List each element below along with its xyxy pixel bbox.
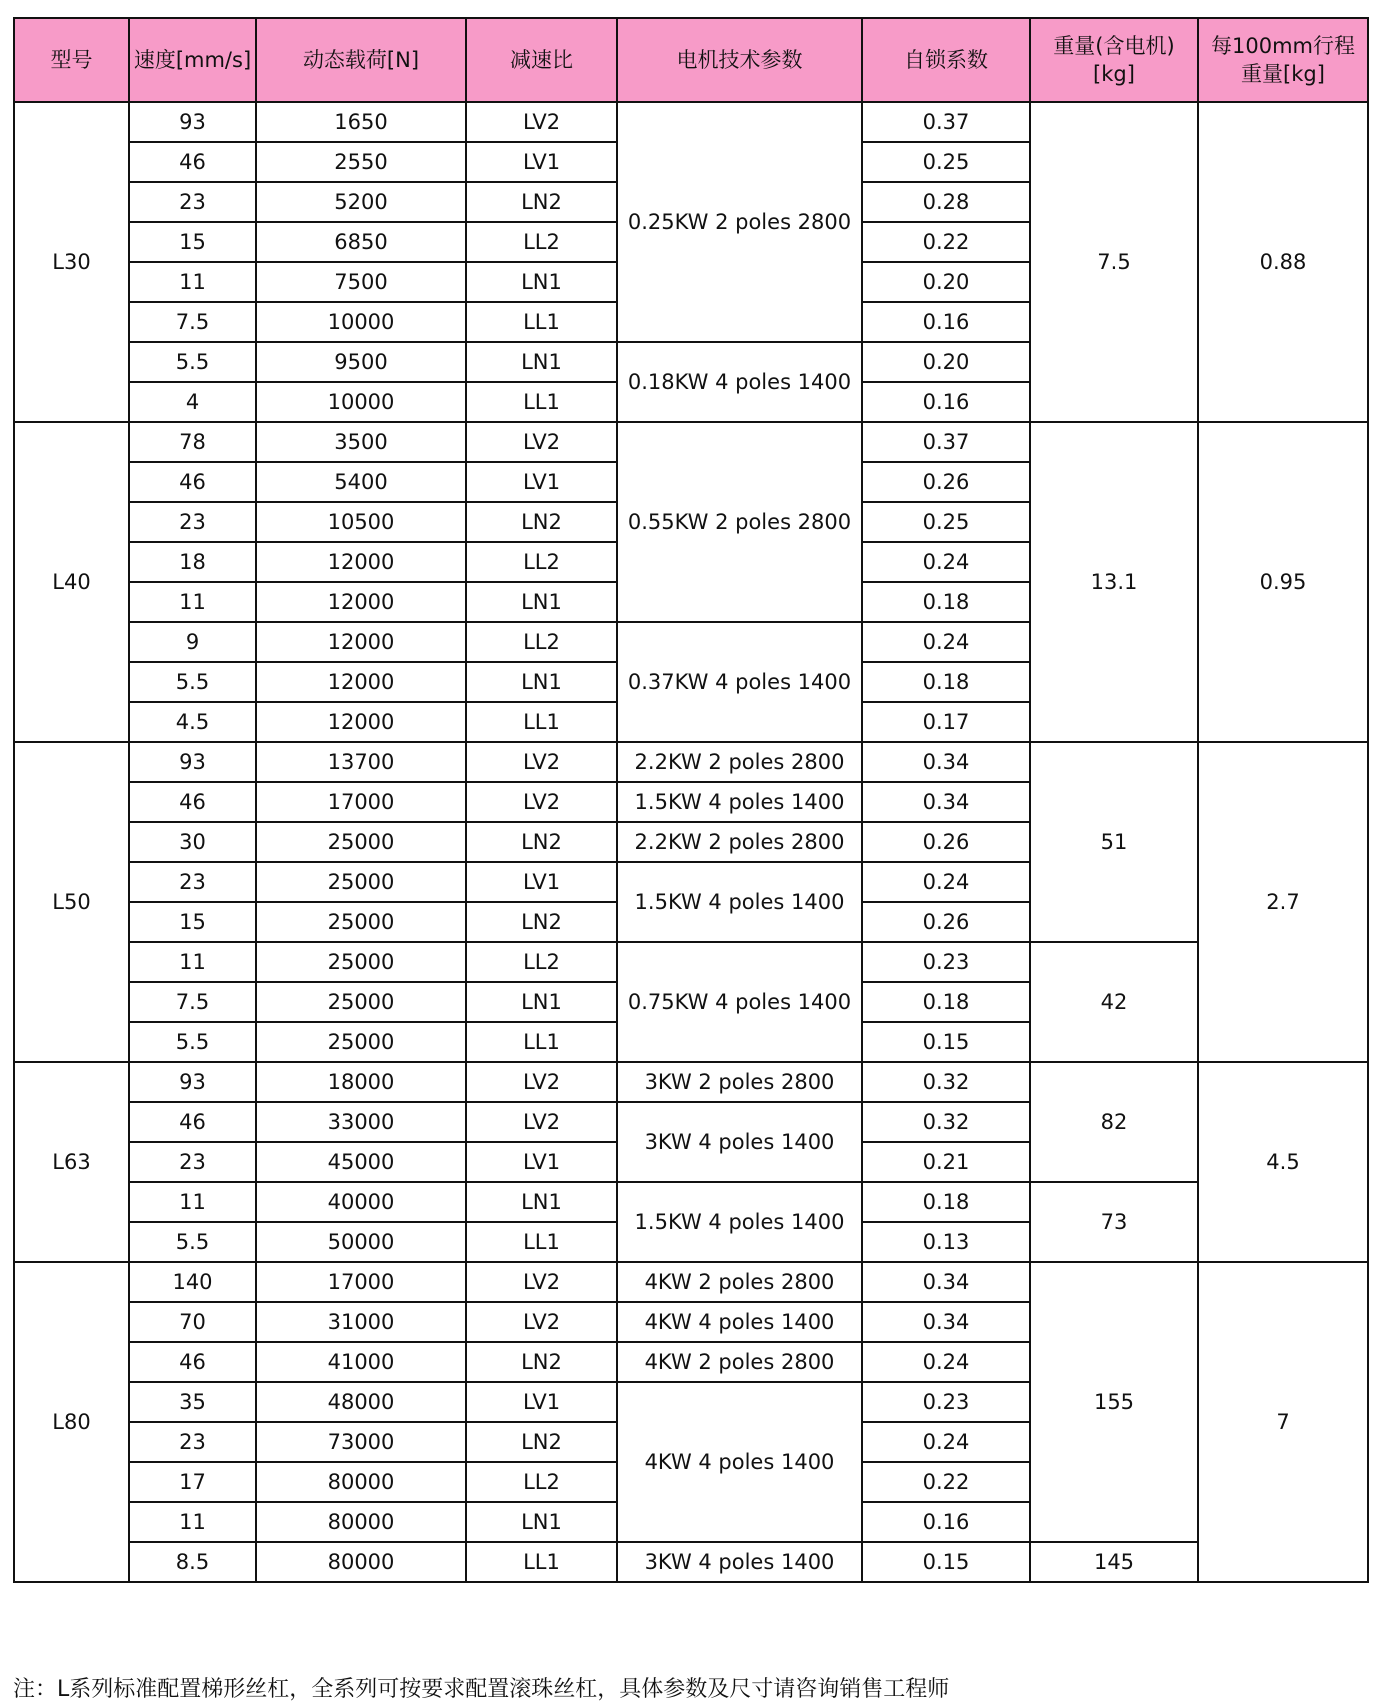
- speed-cell: 15: [129, 222, 256, 262]
- self-lock-cell: 0.18: [862, 582, 1030, 622]
- self-lock-cell: 0.16: [862, 382, 1030, 422]
- speed-cell: 11: [129, 582, 256, 622]
- load-cell: 12000: [256, 662, 466, 702]
- load-cell: 2550: [256, 142, 466, 182]
- weight-cell: 42: [1030, 942, 1198, 1062]
- load-cell: 13700: [256, 742, 466, 782]
- self-lock-cell: 0.34: [862, 1262, 1030, 1302]
- load-cell: 25000: [256, 942, 466, 982]
- ratio-cell: LL1: [466, 302, 617, 342]
- load-cell: 73000: [256, 1422, 466, 1462]
- speed-cell: 23: [129, 502, 256, 542]
- load-cell: 45000: [256, 1142, 466, 1182]
- load-cell: 17000: [256, 782, 466, 822]
- speed-cell: 140: [129, 1262, 256, 1302]
- weight-cell: 51: [1030, 742, 1198, 942]
- ratio-cell: LN2: [466, 902, 617, 942]
- load-cell: 80000: [256, 1502, 466, 1542]
- load-cell: 9500: [256, 342, 466, 382]
- speed-cell: 23: [129, 1422, 256, 1462]
- ratio-cell: LN1: [466, 262, 617, 302]
- header-weight-per-100mm: 每100mm行程 重量[kg]: [1198, 18, 1368, 102]
- motor-cell: 4KW 4 poles 1400: [617, 1382, 862, 1542]
- header-ratio: 减速比: [466, 18, 617, 102]
- ratio-cell: LV1: [466, 1142, 617, 1182]
- self-lock-cell: 0.20: [862, 262, 1030, 302]
- model-cell: L30: [14, 102, 129, 422]
- load-cell: 33000: [256, 1102, 466, 1142]
- ratio-cell: LV2: [466, 742, 617, 782]
- speed-cell: 23: [129, 862, 256, 902]
- speed-cell: 93: [129, 742, 256, 782]
- ratio-cell: LN1: [466, 342, 617, 382]
- load-cell: 25000: [256, 862, 466, 902]
- weight-per-100mm-cell: 0.95: [1198, 422, 1368, 742]
- table-row: [14, 1542, 1368, 1582]
- ratio-cell: LN1: [466, 582, 617, 622]
- weight-cell: 145: [1030, 1542, 1198, 1582]
- ratio-cell: LV1: [466, 462, 617, 502]
- ratio-cell: LN1: [466, 1502, 617, 1542]
- load-cell: 6850: [256, 222, 466, 262]
- speed-cell: 15: [129, 902, 256, 942]
- load-cell: 41000: [256, 1342, 466, 1382]
- table-row: [14, 742, 1368, 782]
- weight-per-100mm-cell: 7: [1198, 1262, 1368, 1582]
- ratio-cell: LL1: [466, 1222, 617, 1262]
- self-lock-cell: 0.15: [862, 1542, 1030, 1582]
- load-cell: 10000: [256, 382, 466, 422]
- motor-cell: 2.2KW 2 poles 2800: [617, 822, 862, 862]
- header-weight: 重量(含电机) [kg]: [1030, 18, 1198, 102]
- speed-cell: 4: [129, 382, 256, 422]
- model-cell: L80: [14, 1262, 129, 1582]
- load-cell: 5200: [256, 182, 466, 222]
- self-lock-cell: 0.25: [862, 502, 1030, 542]
- speed-cell: 93: [129, 102, 256, 142]
- self-lock-cell: 0.22: [862, 222, 1030, 262]
- speed-cell: 46: [129, 462, 256, 502]
- speed-cell: 35: [129, 1382, 256, 1422]
- speed-cell: 7.5: [129, 982, 256, 1022]
- speed-cell: 93: [129, 1062, 256, 1102]
- ratio-cell: LV2: [466, 102, 617, 142]
- speed-cell: 46: [129, 1342, 256, 1382]
- speed-cell: 11: [129, 262, 256, 302]
- self-lock-cell: 0.23: [862, 942, 1030, 982]
- speed-cell: 23: [129, 182, 256, 222]
- speed-cell: 7.5: [129, 302, 256, 342]
- model-cell: L50: [14, 742, 129, 1062]
- motor-cell: 3KW 4 poles 1400: [617, 1542, 862, 1582]
- speed-cell: 17: [129, 1462, 256, 1502]
- speed-cell: 11: [129, 1502, 256, 1542]
- model-cell: L63: [14, 1062, 129, 1262]
- self-lock-cell: 0.18: [862, 982, 1030, 1022]
- motor-cell: 3KW 4 poles 1400: [617, 1102, 862, 1182]
- load-cell: 25000: [256, 822, 466, 862]
- load-cell: 12000: [256, 702, 466, 742]
- ratio-cell: LV1: [466, 1382, 617, 1422]
- speed-cell: 8.5: [129, 1542, 256, 1582]
- ratio-cell: LN1: [466, 1182, 617, 1222]
- speed-cell: 4.5: [129, 702, 256, 742]
- model-cell: L40: [14, 422, 129, 742]
- load-cell: 40000: [256, 1182, 466, 1222]
- self-lock-cell: 0.15: [862, 1022, 1030, 1062]
- self-lock-cell: 0.34: [862, 782, 1030, 822]
- motor-cell: 3KW 2 poles 2800: [617, 1062, 862, 1102]
- self-lock-cell: 0.32: [862, 1102, 1030, 1142]
- self-lock-cell: 0.32: [862, 1062, 1030, 1102]
- ratio-cell: LL2: [466, 942, 617, 982]
- table-row: [14, 1262, 1368, 1302]
- ratio-cell: LV1: [466, 862, 617, 902]
- ratio-cell: LV1: [466, 142, 617, 182]
- ratio-cell: LN2: [466, 1342, 617, 1382]
- load-cell: 18000: [256, 1062, 466, 1102]
- footnote: 注：L系列标准配置梯形丝杠，全系列可按要求配置滚珠丝杠，具体参数及尺寸请咨询销售工程师: [13, 1677, 950, 1702]
- load-cell: 80000: [256, 1462, 466, 1502]
- ratio-cell: LV2: [466, 782, 617, 822]
- weight-per-100mm-cell: 4.5: [1198, 1062, 1368, 1262]
- motor-cell: 2.2KW 2 poles 2800: [617, 742, 862, 782]
- ratio-cell: LL1: [466, 1022, 617, 1062]
- spec-table: [13, 17, 1369, 1583]
- load-cell: 10500: [256, 502, 466, 542]
- ratio-cell: LV2: [466, 1262, 617, 1302]
- ratio-cell: LL1: [466, 1542, 617, 1582]
- self-lock-cell: 0.23: [862, 1382, 1030, 1422]
- self-lock-cell: 0.24: [862, 622, 1030, 662]
- weight-cell: 82: [1030, 1062, 1198, 1182]
- motor-cell: 1.5KW 4 poles 1400: [617, 1182, 862, 1262]
- ratio-cell: LL1: [466, 382, 617, 422]
- speed-cell: 46: [129, 142, 256, 182]
- self-lock-cell: 0.34: [862, 1302, 1030, 1342]
- header-self-lock: 自锁系数: [862, 18, 1030, 102]
- motor-cell: 0.25KW 2 poles 2800: [617, 102, 862, 342]
- weight-cell: 7.5: [1030, 102, 1198, 422]
- header-model: 型号: [14, 18, 129, 102]
- weight-per-100mm-cell: 2.7: [1198, 742, 1368, 1062]
- motor-cell: 0.18KW 4 poles 1400: [617, 342, 862, 422]
- ratio-cell: LV2: [466, 1302, 617, 1342]
- table-row: [14, 1182, 1368, 1222]
- ratio-cell: LL2: [466, 1462, 617, 1502]
- header-speed: 速度[mm/s]: [129, 18, 256, 102]
- load-cell: 7500: [256, 262, 466, 302]
- weight-cell: 155: [1030, 1262, 1198, 1542]
- self-lock-cell: 0.26: [862, 822, 1030, 862]
- load-cell: 5400: [256, 462, 466, 502]
- ratio-cell: LN2: [466, 502, 617, 542]
- load-cell: 50000: [256, 1222, 466, 1262]
- motor-cell: 0.55KW 2 poles 2800: [617, 422, 862, 622]
- self-lock-cell: 0.18: [862, 662, 1030, 702]
- self-lock-cell: 0.17: [862, 702, 1030, 742]
- load-cell: 25000: [256, 1022, 466, 1062]
- ratio-cell: LN2: [466, 182, 617, 222]
- self-lock-cell: 0.34: [862, 742, 1030, 782]
- self-lock-cell: 0.26: [862, 462, 1030, 502]
- ratio-cell: LN2: [466, 1422, 617, 1462]
- self-lock-cell: 0.13: [862, 1222, 1030, 1262]
- ratio-cell: LN1: [466, 662, 617, 702]
- load-cell: 80000: [256, 1542, 466, 1582]
- speed-cell: 70: [129, 1302, 256, 1342]
- load-cell: 48000: [256, 1382, 466, 1422]
- self-lock-cell: 0.24: [862, 1342, 1030, 1382]
- weight-per-100mm-cell: 0.88: [1198, 102, 1368, 422]
- weight-cell: 73: [1030, 1182, 1198, 1262]
- speed-cell: 11: [129, 942, 256, 982]
- self-lock-cell: 0.20: [862, 342, 1030, 382]
- speed-cell: 5.5: [129, 1022, 256, 1062]
- speed-cell: 5.5: [129, 662, 256, 702]
- header-row: [14, 18, 1368, 102]
- header-motor: 电机技术参数: [617, 18, 862, 102]
- self-lock-cell: 0.25: [862, 142, 1030, 182]
- load-cell: 25000: [256, 902, 466, 942]
- load-cell: 12000: [256, 582, 466, 622]
- self-lock-cell: 0.24: [862, 542, 1030, 582]
- self-lock-cell: 0.16: [862, 1502, 1030, 1542]
- motor-cell: 4KW 2 poles 2800: [617, 1342, 862, 1382]
- speed-cell: 11: [129, 1182, 256, 1222]
- ratio-cell: LL2: [466, 222, 617, 262]
- ratio-cell: LN2: [466, 822, 617, 862]
- ratio-cell: LL2: [466, 622, 617, 662]
- speed-cell: 46: [129, 782, 256, 822]
- load-cell: 1650: [256, 102, 466, 142]
- load-cell: 3500: [256, 422, 466, 462]
- table-row: [14, 942, 1368, 982]
- table-row: [14, 1062, 1368, 1102]
- speed-cell: 5.5: [129, 342, 256, 382]
- motor-cell: 1.5KW 4 poles 1400: [617, 862, 862, 942]
- load-cell: 12000: [256, 542, 466, 582]
- self-lock-cell: 0.24: [862, 1422, 1030, 1462]
- self-lock-cell: 0.18: [862, 1182, 1030, 1222]
- ratio-cell: LL2: [466, 542, 617, 582]
- self-lock-cell: 0.22: [862, 1462, 1030, 1502]
- self-lock-cell: 0.24: [862, 862, 1030, 902]
- ratio-cell: LN1: [466, 982, 617, 1022]
- weight-cell: 13.1: [1030, 422, 1198, 742]
- self-lock-cell: 0.37: [862, 102, 1030, 142]
- self-lock-cell: 0.28: [862, 182, 1030, 222]
- self-lock-cell: 0.26: [862, 902, 1030, 942]
- speed-cell: 5.5: [129, 1222, 256, 1262]
- header-dynamic-load: 动态载荷[N]: [256, 18, 466, 102]
- load-cell: 31000: [256, 1302, 466, 1342]
- motor-cell: 4KW 2 poles 2800: [617, 1262, 862, 1302]
- load-cell: 12000: [256, 622, 466, 662]
- motor-cell: 0.37KW 4 poles 1400: [617, 622, 862, 742]
- self-lock-cell: 0.16: [862, 302, 1030, 342]
- speed-cell: 18: [129, 542, 256, 582]
- speed-cell: 9: [129, 622, 256, 662]
- motor-cell: 0.75KW 4 poles 1400: [617, 942, 862, 1062]
- ratio-cell: LV2: [466, 1102, 617, 1142]
- ratio-cell: LL1: [466, 702, 617, 742]
- self-lock-cell: 0.37: [862, 422, 1030, 462]
- speed-cell: 78: [129, 422, 256, 462]
- speed-cell: 23: [129, 1142, 256, 1182]
- table-row: [14, 422, 1368, 462]
- speed-cell: 46: [129, 1102, 256, 1142]
- ratio-cell: LV2: [466, 422, 617, 462]
- motor-cell: 1.5KW 4 poles 1400: [617, 782, 862, 822]
- ratio-cell: LV2: [466, 1062, 617, 1102]
- load-cell: 10000: [256, 302, 466, 342]
- load-cell: 25000: [256, 982, 466, 1022]
- self-lock-cell: 0.21: [862, 1142, 1030, 1182]
- load-cell: 17000: [256, 1262, 466, 1302]
- table-row: [14, 102, 1368, 142]
- motor-cell: 4KW 4 poles 1400: [617, 1302, 862, 1342]
- speed-cell: 30: [129, 822, 256, 862]
